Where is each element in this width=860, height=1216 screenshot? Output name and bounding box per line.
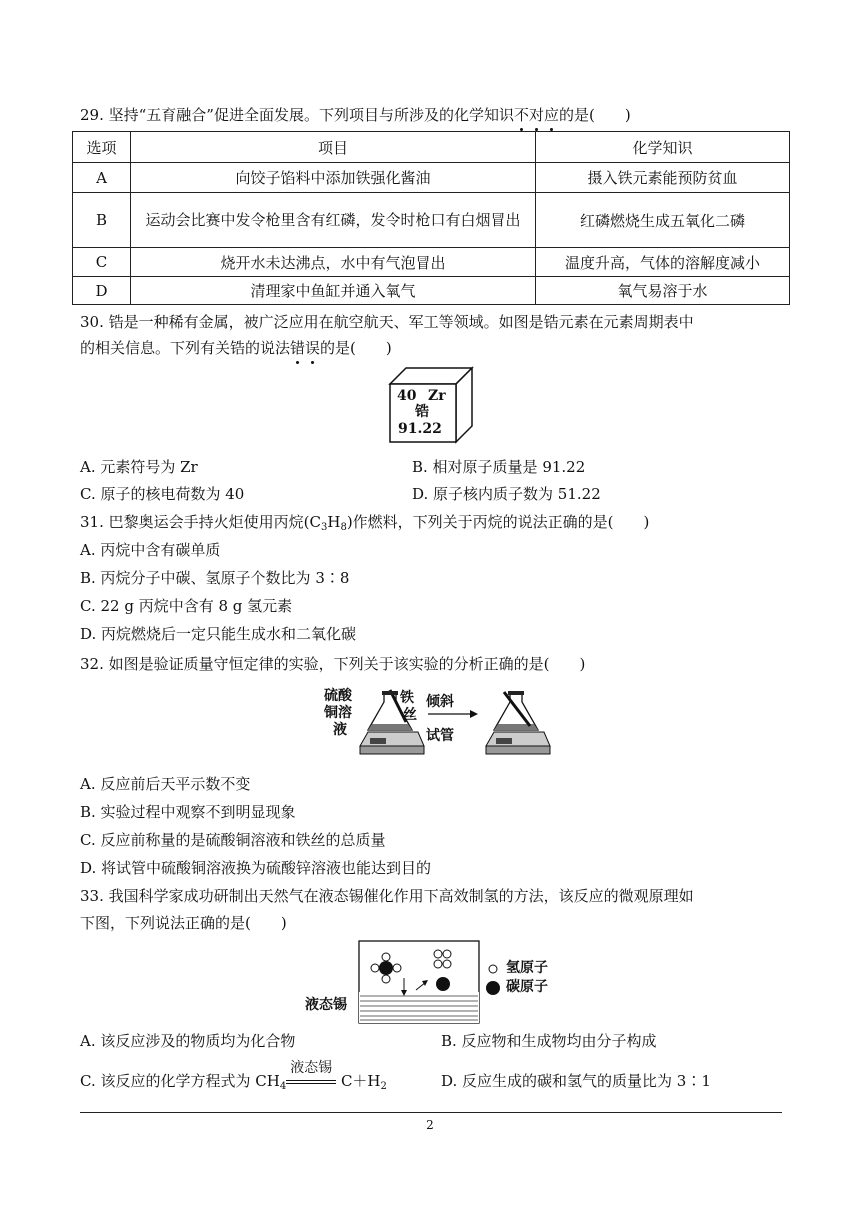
q33-option-d: D. 反应生成的碳和氢气的质量比为 3∶1 (441, 1072, 711, 1090)
q33-option-a: A. 该反应涉及的物质均为化合物 (80, 1032, 296, 1050)
row-option: A (73, 163, 131, 193)
q31-stem: 31. 巴黎奥运会手持火炬使用丙烷$(C_3H_8)$作燃料，下列关于丙烷的说法正确的是( ) (80, 513, 650, 533)
element-mass: 91.22 (398, 421, 442, 437)
row-option: B (73, 193, 131, 248)
row-item: 清理家中鱼缸并通入氧气 (131, 277, 536, 305)
fig-label-solution-3: 液 (333, 722, 347, 738)
q31-option-c: C. 22 g 丙烷中含有 8 g 氢元素 (80, 597, 293, 615)
q31-option-a: A. 丙烷中含有碳单质 (80, 541, 221, 559)
q33-option-c: C. 该反应的化学方程式为 $CH_4$ 液态锡 $C+H_2$ (80, 1060, 387, 1092)
row-knowledge: 红磷燃烧生成五氧化二磷 (536, 193, 790, 248)
element-atomic-number: 40 (397, 388, 417, 404)
table-row (73, 248, 790, 277)
q32-option-d: D. 将试管中硫酸铜溶液换为硫酸锌溶液也能达到目的 (80, 859, 432, 877)
fig-label-wire-1: 铁 (400, 690, 414, 706)
row-option: D (73, 277, 131, 305)
q30-option-d: D. 原子核内质子数为 51.22 (412, 485, 601, 503)
q30-stem-line2: 的相关信息。下列有关锆的说法错误的是( ) (80, 339, 392, 357)
table-header-row (73, 132, 790, 163)
row-item: 烧开水未达沸点，水中有气泡冒出 (131, 248, 536, 277)
q33-stem-line1: 33. 我国科学家成功研制出天然气在液态锡催化作用下高效制氢的方法，该反应的微观原理如 (80, 887, 694, 905)
balance-experiment-figure (358, 688, 558, 760)
fig-label-tilt-2: 试管 (426, 728, 454, 744)
fig-label-liquid-tin: 液态锡 (305, 997, 347, 1013)
table-row (73, 277, 790, 305)
header-knowledge: 化学知识 (536, 132, 790, 163)
fig-label-solution-1: 硫酸 (324, 688, 352, 704)
q32-stem: 32. 如图是验证质量守恒定律的实验，下列关于该实验的分析正确的是( ) (80, 655, 586, 673)
reaction-condition-arrow: 液态锡 (286, 1071, 336, 1091)
row-option: C (73, 248, 131, 277)
row-knowledge: 温度升高，气体的溶解度减小 (536, 248, 790, 277)
q30-option-a: A. 元素符号为 Zr (80, 458, 198, 476)
row-knowledge: 氧气易溶于水 (536, 277, 790, 305)
row-item: 运动会比赛中发令枪里含有红磷，发令时枪口有白烟冒出 (131, 193, 536, 248)
header-option: 选项 (73, 132, 131, 163)
q31-option-d: D. 丙烷燃烧后一定只能生成水和二氧化碳 (80, 625, 357, 643)
q30-option-c: C. 原子的核电荷数为 40 (80, 485, 245, 503)
q33-stem-line2: 下图，下列说法正确的是( ) (80, 914, 287, 932)
row-knowledge: 摄入铁元素能预防贫血 (536, 163, 790, 193)
element-symbol: Zr (428, 388, 446, 404)
q32-option-a: A. 反应前后天平示数不变 (80, 775, 251, 793)
header-item: 项目 (131, 132, 536, 163)
legend-carbon-atom: 碳原子 (506, 979, 548, 995)
q29-options-table (72, 131, 790, 305)
footer-divider (80, 1112, 782, 1113)
fig-label-solution-2: 铜溶 (324, 705, 352, 721)
q33-option-b: B. 反应物和生成物均由分子构成 (441, 1032, 657, 1050)
fig-label-wire-2: 丝 (403, 707, 417, 723)
q30-stem-line1: 30. 锆是一种稀有金属，被广泛应用在航空航天、军工等领域。如图是锆元素在元素周期表中 (80, 313, 694, 331)
q29-stem: 29. 坚持“五育融合”促进全面发展。下列项目与所涉及的化学知识不对应的是( ) (80, 106, 631, 124)
q30-option-b: B. 相对原子质量是 91.22 (412, 458, 586, 476)
element-name: 锆 (415, 404, 429, 420)
row-item: 向饺子馅料中添加铁强化酱油 (131, 163, 536, 193)
legend-hydrogen-atom: 氢原子 (506, 960, 548, 976)
legend-markers (486, 962, 502, 996)
page-number: 2 (426, 1118, 434, 1132)
table-row (73, 163, 790, 193)
q32-option-b: B. 实验过程中观察不到明显现象 (80, 803, 296, 821)
table-row (73, 193, 790, 248)
q31-option-b: B. 丙烷分子中碳、氢原子个数比为 3∶8 (80, 569, 350, 587)
reaction-figure (358, 940, 482, 1026)
q32-option-c: C. 反应前称量的是硫酸铜溶液和铁丝的总质量 (80, 831, 386, 849)
fig-label-tilt-1: 倾斜 (426, 694, 454, 710)
